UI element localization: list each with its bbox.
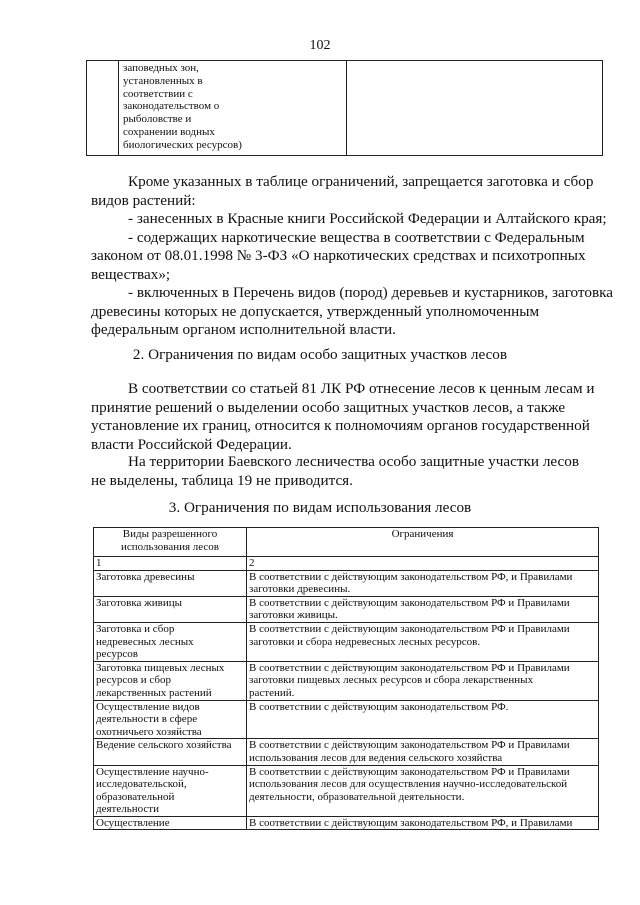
cell-line: заготовки и сбора недревесных лесных ресурсов. <box>249 635 481 648</box>
cell-line: Ведение сельского хозяйства <box>96 739 232 752</box>
text-line: древесины которых не допускается, утвержденный уполномоченным <box>91 302 540 320</box>
table-row <box>94 816 599 830</box>
table-cell <box>247 596 599 622</box>
text-line: принятие решений о выделении особо защитных участков лесов, а также <box>91 398 566 416</box>
text-line: видов растений: <box>91 191 196 209</box>
table-row <box>94 700 599 739</box>
cell-line: деятельности в сфере <box>96 713 198 726</box>
cell-line: В соответствии с действующим законодательством РФ. <box>249 700 509 713</box>
cell-line: Осуществление видов <box>96 700 200 713</box>
cell-line: В соответствии с действующим законодательством РФ и Правилами <box>249 661 570 674</box>
table-row <box>94 765 599 816</box>
table-cell <box>94 661 247 700</box>
table-cell <box>247 700 599 739</box>
table-cell-line: рыболовстве и <box>123 113 192 126</box>
cell-line: исследовательской, <box>96 778 187 791</box>
cell-line: Заготовка древесины <box>96 570 195 583</box>
cell-line: Заготовка живицы <box>96 596 182 609</box>
table-cell <box>94 570 247 596</box>
cell-line: ресурсов <box>96 648 138 661</box>
cell-line: В соответствии с действующим законодательством РФ и Правилами <box>249 596 570 609</box>
cell-line: заготовки пищевых лесных ресурсов и сбора лекарственных <box>249 674 534 687</box>
table-row <box>94 596 599 622</box>
cell-line: Заготовка пищевых лесных <box>96 661 225 674</box>
cell-line: лекарственных растений <box>96 686 212 699</box>
cell-line: деятельности, образовательной деятельности. <box>249 790 465 803</box>
table-row <box>94 570 599 596</box>
section-heading-2: 2. Ограничения по видам особо защитных участков лесов <box>132 346 508 363</box>
table-row <box>94 622 599 661</box>
paragraph-no-protected-areas <box>91 453 589 490</box>
cell-line: растений. <box>249 686 295 699</box>
cell-line: использования лесов для ведения сельского хозяйства <box>249 751 503 764</box>
table-header-row <box>94 528 599 557</box>
cell-line: В соответствии с действующим законодательством РФ и Правилами <box>249 765 570 778</box>
table-cell-line: законодательством о <box>123 100 220 113</box>
cell-line: В соответствии с действующим законодательством РФ, и Правилами <box>249 570 573 583</box>
text-line: власти Российской Федерации. <box>91 435 292 453</box>
section-heading-3: 3. Ограничения по видам использования лесов <box>168 499 472 516</box>
table-header-cell <box>94 528 247 557</box>
text-line: На территории Баевского лесничества особо защитные участки лесов <box>128 453 580 470</box>
cell-line: недревесных лесных <box>96 635 194 648</box>
table-number-row <box>94 557 599 571</box>
text-line: не выделены, таблица 19 не приводится. <box>91 471 353 489</box>
continuation-table-col1 <box>87 61 119 155</box>
cell-line: В соответствии с действующим законодательством РФ, и Правилами <box>249 816 573 829</box>
table-row <box>94 661 599 700</box>
table-cell <box>94 739 247 765</box>
table-cell <box>247 739 599 765</box>
cell-line: деятельности <box>96 803 159 816</box>
table-cell-line: сохранении водных <box>123 125 215 138</box>
table-cell <box>247 570 599 596</box>
text-line: установление их границ, относится к полномочиям органов государственной <box>91 417 590 434</box>
cell-line: охотничьего хозяйства <box>96 725 202 738</box>
table-cell-line: заповедных зон, <box>123 62 199 74</box>
continuation-table-col3 <box>347 61 602 155</box>
text-line: федеральным органом исполнительной власти. <box>91 321 396 338</box>
paragraph-restrictions <box>91 173 614 340</box>
table-cell: 1 <box>94 557 247 571</box>
cell-line: Осуществление <box>96 816 170 829</box>
table-cell <box>94 700 247 739</box>
text-line: В соответствии со статьей 81 ЛК РФ отнесение лесов к ценным лесам и <box>128 380 595 397</box>
table-cell <box>94 765 247 816</box>
text-line: законом от 08.01.1998 № 3-ФЗ «О наркотических средствах и психотропных <box>91 247 586 264</box>
table-cell-line: установленных в <box>123 74 203 87</box>
table-cell <box>247 765 599 816</box>
table-cell <box>94 622 247 661</box>
list-item: - содержащих наркотические вещества в соответствии с Федеральным <box>128 228 585 246</box>
continuation-table <box>86 60 603 156</box>
cell-line: ресурсов и сбор <box>96 674 171 687</box>
page-number: 102 <box>309 38 331 53</box>
header-line: использования лесов <box>120 540 220 553</box>
table-cell: 2 <box>247 557 599 571</box>
cell-line: Осуществление научно- <box>96 765 209 778</box>
paragraph-article-81 <box>91 380 595 454</box>
cell-line: использования лесов для осуществления научно-исследовательской <box>249 778 568 791</box>
table-cell <box>94 816 247 830</box>
cell-line: образовательной <box>96 790 175 803</box>
list-item: - включенных в Перечень видов (пород) деревьев и кустарников, заготовка <box>128 284 614 301</box>
cell-line: В соответствии с действующим законодательством РФ и Правилами <box>249 739 570 752</box>
list-item: - занесенных в Красные книги Российской Федерации и Алтайского края; <box>128 210 607 227</box>
table-cell-line: биологических ресурсов) <box>123 138 242 151</box>
table-cell <box>94 596 247 622</box>
cell-line: В соответствии с действующим законодательством РФ и Правилами <box>249 622 570 635</box>
table-cell <box>247 661 599 700</box>
cell-line: заготовки живицы. <box>249 609 338 622</box>
text-line: веществах»; <box>91 265 171 283</box>
header-line: Виды разрешенного <box>122 528 218 540</box>
continuation-table-col2 <box>119 61 347 155</box>
table-cell-line: соответствии с <box>123 87 193 100</box>
text-line: Кроме указанных в таблице ограничений, запрещается заготовка и сбор <box>128 173 594 190</box>
table-header-cell: Ограничения <box>247 528 599 557</box>
table-cell <box>247 816 599 830</box>
table-cell <box>247 622 599 661</box>
forest-use-restrictions-table <box>93 527 599 830</box>
cell-line: заготовки древесины. <box>249 583 351 596</box>
table-row <box>94 739 599 765</box>
cell-line: Заготовка и сбор <box>96 622 175 635</box>
